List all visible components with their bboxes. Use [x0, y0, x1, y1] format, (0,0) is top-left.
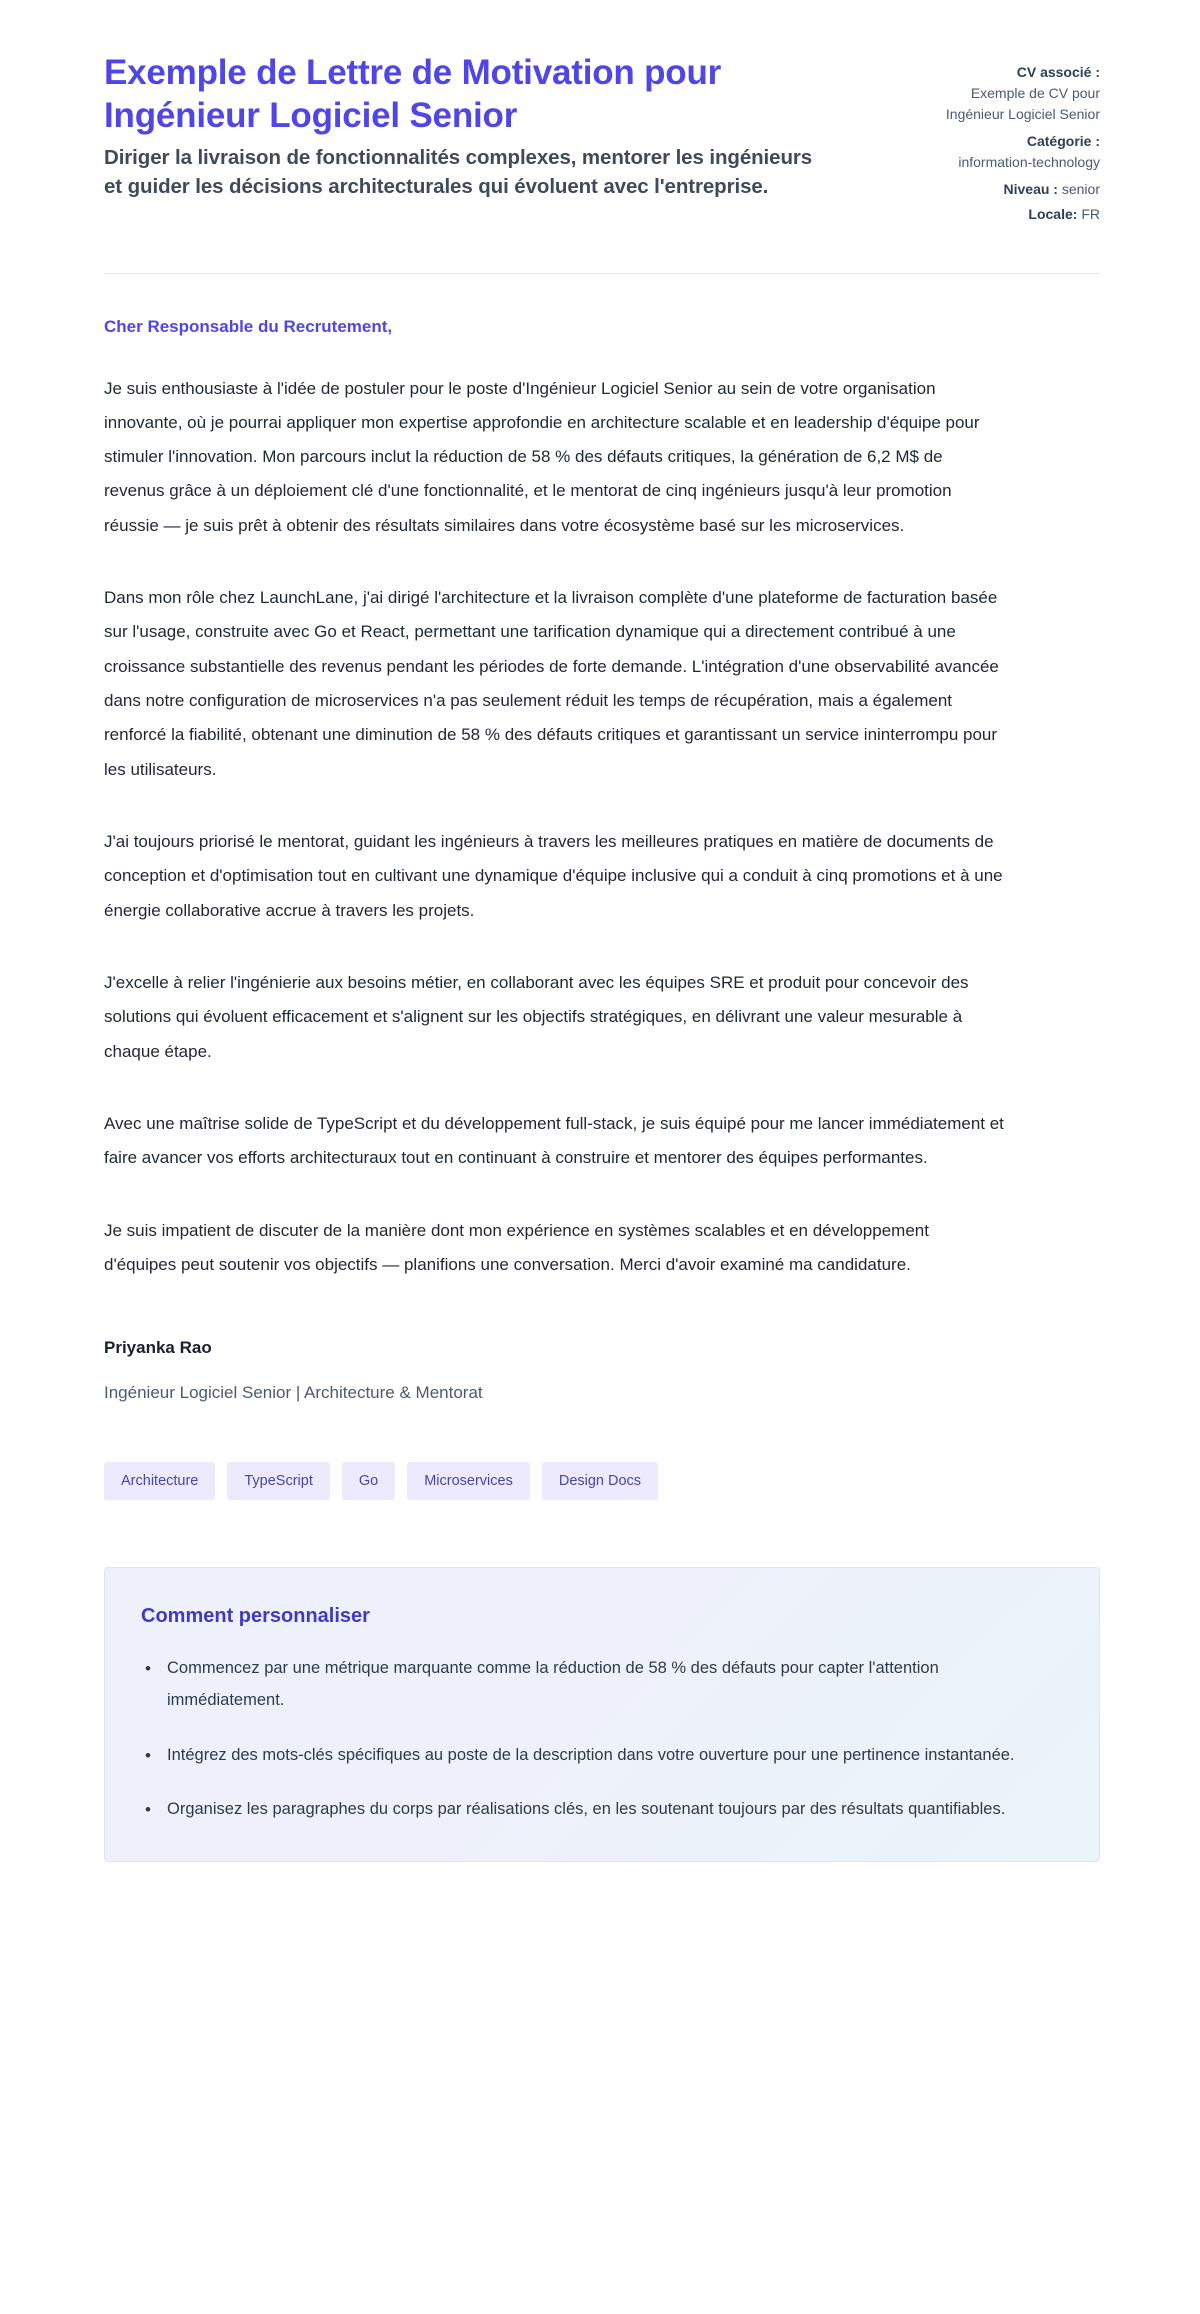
meta-related-cv: [910, 62, 1100, 125]
page-subtitle: Diriger la livraison de fonctionnalités complexes, mentorer les ingénieurs et guider les décisions architecturales qui évoluent avec l'entreprise.: [104, 146, 813, 199]
letter-paragraph: J'ai toujours priorisé le mentorat, guidant les ingénieurs à travers les meilleures pratiques en matière de documents de conception et d'optimisation tout en cultivant une dynamique d'équipe inclusive qui a conduit à cinq promotions et à une énergie collaborative accrue à travers les projets.: [104, 832, 1003, 920]
letter-paragraph: J'excelle à relier l'ingénierie aux besoins métier, en collaborant avec les équipes SRE et produit pour concevoir des solutions qui évoluent efficacement et s'alignent sur les objectifs stratégiques, en délivrant une valeur mesurable à chaque étape.: [104, 973, 969, 1061]
meta-category-value: information-technology: [958, 154, 1100, 170]
skill-tag[interactable]: Design Docs: [542, 1462, 658, 1501]
callout-title: Comment personnaliser: [141, 1605, 370, 1628]
letter-paragraph: Dans mon rôle chez LaunchLane, j'ai dirigé l'architecture et la livraison complète d'une plateforme de facturation basée sur l'usage, construite avec Go et React, permettant une tarification dynamique qui a directement contribué à une croissance substantielle des revenus pendant les périodes de forte demande. L'intégration d'une observabilité avancée dans notre configuration de microservices n'a pas seulement réduit les temps de récupération, mais a également renforcé la fiabilité, obtenant une diminution de 58 % des défauts critiques et garantissant un service ininterrompu pour les utilisateurs.: [104, 588, 999, 779]
meta-locale: [910, 204, 1100, 225]
meta-level: [910, 179, 1100, 200]
meta-locale-value: FR: [1081, 206, 1100, 222]
signature-role: Ingénieur Logiciel Senior | Architecture & Mentorat: [104, 1382, 483, 1402]
skill-tag[interactable]: Go: [342, 1462, 395, 1501]
callout-tip-list: [141, 1652, 1059, 1825]
letter-paragraph: Je suis enthousiaste à l'idée de postuler pour le poste d'Ingénieur Logiciel Senior au sein de votre organisation innovante, où je pourrai appliquer mon expertise approfondie en architecture scalable et en leadership d'équipe pour stimuler l'innovation. Mon parcours inclut la réduction de 58 % des défauts critiques, la génération de 6,2 M$ de revenus grâce à un déploiement clé d'une fonctionnalité, et le mentorat de cinq ingénieurs jusqu'à leur promotion réussie — je suis prêt à obtenir des résultats similaires dans votre écosystème basé sur les microservices.: [104, 378, 980, 535]
signature-name: Priyanka Rao: [104, 1338, 212, 1358]
skill-tag[interactable]: Architecture: [104, 1462, 215, 1501]
signature-block: [104, 1334, 1100, 1405]
callout-tip-item: • Intégrez des mots-clés spécifiques au poste de la description dans votre ouverture pour une pertinence instantanée.: [141, 1739, 1021, 1771]
meta-level-value: senior: [1061, 181, 1100, 197]
salutation: Cher Responsable du Recrutement,: [104, 317, 393, 336]
document-header: [104, 52, 1100, 229]
page-title: Exemple de Lettre de Motivation pour Ingénieur Logiciel Senior: [104, 53, 722, 135]
meta-category-label: Catégorie :: [1026, 133, 1100, 149]
header-titles: [104, 52, 824, 202]
skill-tag[interactable]: TypeScript: [227, 1462, 330, 1501]
letter-paragraph: Je suis impatient de discuter de la manière dont mon expérience en systèmes scalables et en développement d'équipes peut soutenir vos objectifs — planifions une conversation. Merci d'avoir examiné ma candidature.: [104, 1220, 929, 1275]
skill-tag[interactable]: Microservices: [407, 1462, 530, 1501]
callout-tip-item: • Commencez par une métrique marquante comme la réduction de 58 % des défauts pour capter l'attention immédiatement.: [141, 1652, 1021, 1716]
meta-locale-label: Locale:: [1028, 206, 1078, 222]
meta-level-label: Niveau :: [1003, 181, 1058, 197]
cover-letter-body: [104, 274, 1100, 1406]
meta-related-cv-value: Exemple de CV pour Ingénieur Logiciel Senior: [945, 85, 1100, 122]
header-metadata: [910, 52, 1100, 229]
meta-category: [910, 131, 1100, 173]
skill-tag-list: [104, 1462, 1100, 1501]
meta-related-cv-label: CV associé :: [1016, 64, 1100, 80]
customization-callout: [104, 1567, 1100, 1862]
callout-tip-item: • Organisez les paragraphes du corps par réalisations clés, en les soutenant toujours par des résultats quantifiables.: [141, 1793, 1021, 1825]
letter-paragraph: Avec une maîtrise solide de TypeScript et du développement full-stack, je suis équipé pour me lancer immédiatement et faire avancer vos efforts architecturaux tout en continuant à construire et mentorer des équipes performantes.: [104, 1114, 1004, 1168]
